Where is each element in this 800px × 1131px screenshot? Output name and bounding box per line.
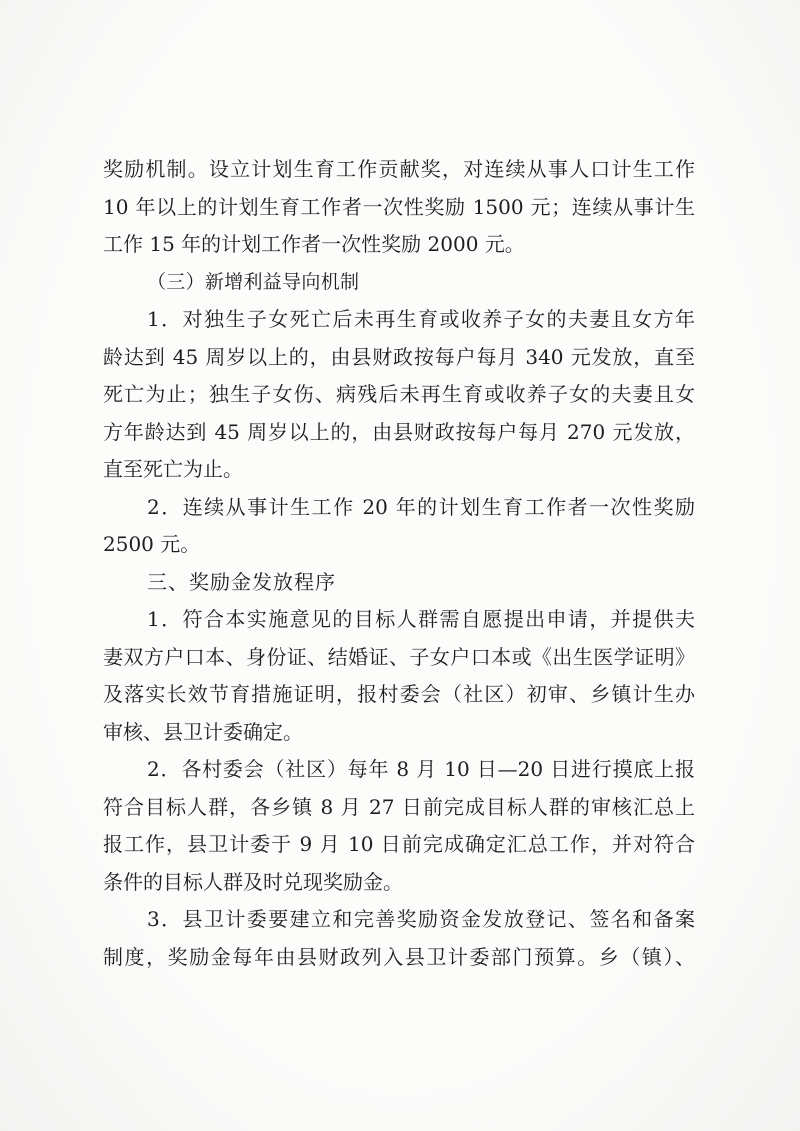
text-line: 2．各村委会（社区）每年 8 月 10 日—20 日进行摸底上报 (147, 757, 695, 781)
text-line: 方年龄达到 45 周岁以上的，由县财政按每户每月 270 元发放， (103, 419, 695, 444)
text-line: 1．符合本实施意见的目标人群需自愿提出申请，并提供夫 (147, 607, 695, 631)
text-line: 3．县卫计委要建立和完善奖励资金发放登记、签名和备案 (147, 907, 695, 931)
text-line: 工作 15 年的计划工作者一次性奖励 2000 元。 (103, 232, 525, 256)
text-line: 10 年以上的计划生育工作者一次性奖励 1500 元；连续从事计生 (103, 194, 695, 219)
paragraph (103, 901, 695, 976)
text-line: 审核、县卫计委确定。 (103, 719, 303, 744)
text-line: 妻双方户口本、身份证、结婚证、子女户口本或《出生医学证明》 (103, 644, 695, 669)
text-line: 直至死亡为止。 (103, 457, 243, 481)
paragraph (103, 301, 695, 489)
section-heading: 三、奖励金发放程序 (147, 569, 336, 594)
text-line: 死亡为止；独生子女伤、病残后未再生育或收养子女的夫妻且女 (103, 382, 695, 406)
document-body (103, 151, 695, 976)
text-line: 2．连续从事计生工作 20 年的计划生育工作者一次性奖励 (147, 494, 695, 519)
text-line: 及落实长效节育措施证明，报村委会（社区）初审、乡镇计生办 (103, 682, 695, 706)
text-line: 符合目标人群，各乡镇 8 月 27 日前完成目标人群的审核汇总上 (103, 794, 695, 819)
text-line: 奖励机制。设立计划生育工作贡献奖，对连续从事人口计生工作 (103, 157, 695, 181)
text-line: 2500 元。 (103, 532, 201, 556)
text-line: 龄达到 45 周岁以上的，由县财政按每户每月 340 元发放，直至 (103, 344, 695, 369)
paragraph (103, 489, 695, 564)
paragraph (103, 751, 695, 901)
paragraph (103, 601, 695, 751)
text-line: 条件的目标人群及时兑现奖励金。 (103, 869, 403, 894)
text-line: 1．对独生子女死亡后未再生育或收养子女的夫妻且女方年 (147, 307, 695, 331)
paragraph (103, 151, 695, 264)
text-line: 制度，奖励金每年由县财政列入县卫计委部门预算。乡（镇）、 (103, 944, 695, 969)
subsection-heading: （三）新增利益导向机制 (147, 270, 360, 293)
text-line: 报工作，县卫计委于 9 月 10 日前完成确定汇总工作，并对符合 (103, 832, 695, 856)
